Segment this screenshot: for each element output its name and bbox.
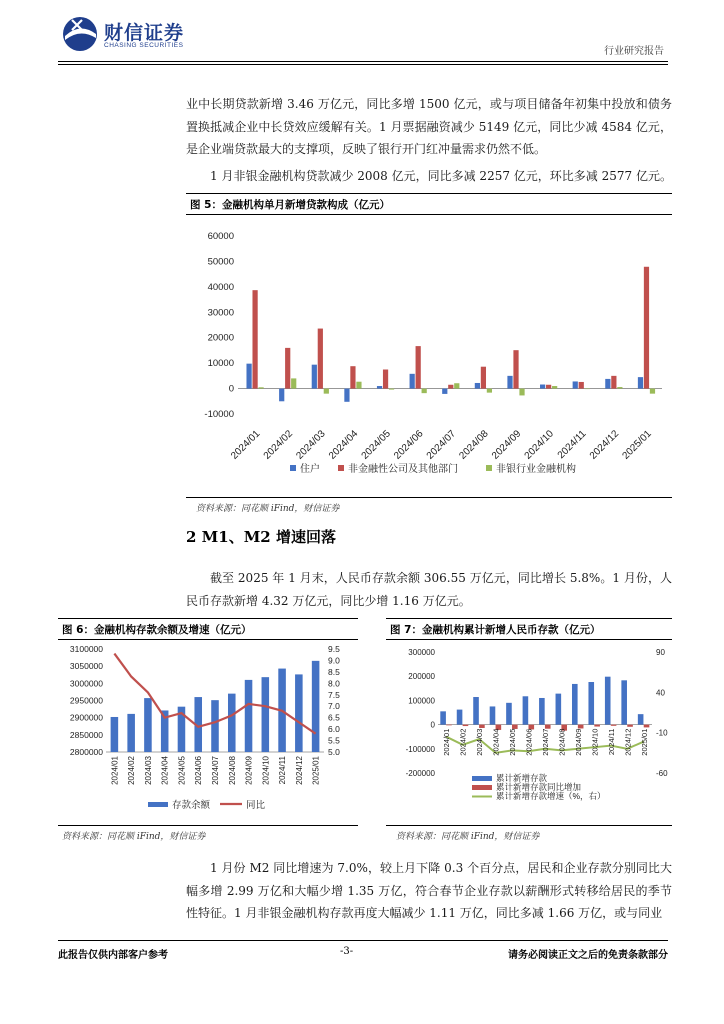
fig6-ytick-right-0: 9.5 [328,644,340,654]
fig7-ytick-right-1: 40 [656,688,665,698]
footer-rule [58,940,668,941]
fig6-bar-0 [111,717,119,752]
fig5-bar-s0-3 [344,389,349,402]
fig5-ytick-4: 20000 [207,332,234,344]
fig7-ytick-left-5: -200000 [405,769,435,778]
fig5-xtick-2: 2024/03 [294,428,328,462]
fig5-ytick-5: 10000 [207,358,234,370]
fig6-title: 图 6：金融机构存款余额及增速（亿元） [62,624,252,636]
fig5-bar-s2-12 [650,389,655,394]
fig5-ytick-6: 0 [228,383,234,395]
fig5-bar-s1-12 [644,267,649,389]
fig5-ytick-0: 60000 [207,231,234,242]
fig5-xtick-6: 2024/07 [424,428,459,462]
fig6-bar-12 [312,661,320,752]
fig5-xtick-12: 2025/01 [620,428,654,462]
fig5-bar-s0-7 [475,383,480,389]
fig7-xtick-7: 2024/08 [557,728,567,756]
fig5-ytick-1: 50000 [207,256,234,268]
fig6-top-rule [58,618,358,619]
paragraph-loans: 业中长期贷款新增 3.46 万亿元，同比多增 1500 亿元，或与项目储备年初集中投放和债务置换抵减企业中长贷效应缓解有关。1 月票据融资减少 5149 亿元，同比少减 4584 亿元，是企业端贷款最大的支撑项，反映了银行开门红冲量需求仍然不低。 [186,97,672,156]
fig5-bar-s0-9 [540,385,545,389]
fig6-bar-2 [144,698,152,752]
fig7-bar-s0-11 [621,680,627,724]
fig5-bar-s0-11 [605,379,610,389]
fig5-legend-label-2: 非银行业金融机构 [496,464,576,475]
fig5-bar-s0-0 [246,364,251,389]
fig6-xtick-7: 2024/08 [227,756,237,785]
fig5-bar-s0-10 [573,381,578,388]
fig7-source: 资料来源：同花顺 iFind，财信证券 [396,832,540,842]
fig6-bar-8 [245,680,253,752]
fig7-xtick-0: 2024/01 [442,728,452,756]
footer-notice: 请务必阅读正文之后的免责条款部分 [508,950,668,961]
fig7-title-rule [386,639,672,640]
fig5-bar-s2-9 [552,386,557,389]
footer-disclaimer: 此报告仅供内部客户参考 [58,950,168,961]
fig6-ytick-left-4: 2900000 [69,712,103,723]
fig5-bar-s1-3 [350,366,355,388]
paragraph-deposits: 截至 2025 年 1 月末，人民币存款余额 306.55 万亿元，同比增长 5.8%。1 月份，人民币存款新增 4.32 万亿元，同比少增 1.16 万亿元。 [186,571,672,608]
fig5-bar-s2-5 [422,389,427,394]
fig5-bar-s1-7 [481,367,486,389]
fig6-ytick-left-6: 2800000 [69,747,103,757]
fig5-bar-s0-2 [312,365,317,389]
fig5-legend-swatch-0 [290,465,296,471]
fig5-top-rule [186,193,672,194]
fig7-top-rule [386,618,672,619]
fig5-bar-s2-8 [519,389,524,396]
fig6-ytick-left-0: 3100000 [69,644,103,654]
page-number: -3- [340,946,354,957]
fig5-bar-s1-2 [318,329,323,389]
fig6-ytick-right-9: 5.0 [328,747,340,757]
fig5-chart [186,220,672,495]
fig7-chart [386,643,672,823]
fig5-xtick-11: 2024/12 [587,428,622,462]
fig7-legend-label-1: 累计新增存款同比增加 [496,782,582,792]
fig7-xtick-11: 2024/12 [623,728,633,756]
fig6-bottom-rule [58,825,358,826]
fig7-xtick-9: 2024/10 [590,728,600,756]
fig6-source: 资料来源：同花顺 iFind，财信证券 [62,832,206,842]
fig7-bar-s1-6 [545,725,551,729]
fig7-xtick-3: 2024/04 [491,728,501,756]
fig6-xtick-8: 2024/09 [244,756,254,785]
fig6-legend-label-line: 同比 [246,800,266,811]
fig5-bar-s0-12 [638,377,643,388]
fig5-bar-s1-10 [579,382,584,389]
fig7-xtick-12: 2025/01 [639,728,649,756]
fig6-xtick-5: 2024/06 [194,756,204,785]
fig6-ytick-right-6: 6.5 [328,712,340,723]
fig7-bar-s1-8 [578,725,584,729]
fig7-ytick-right-0: 90 [656,648,665,657]
fig6-ytick-left-1: 3050000 [69,661,103,672]
fig6-ytick-left-2: 3000000 [69,678,103,689]
fig6-ytick-right-4: 7.5 [328,689,340,700]
fig6-ytick-right-1: 9.0 [328,655,340,666]
fig6-xtick-1: 2024/02 [127,756,137,785]
fig7-title: 图 7：金融机构累计新增人民币存款（亿元） [390,624,601,636]
header-rule [58,61,668,62]
fig7-bar-s0-0 [440,711,446,724]
fig5-bar-s2-11 [617,387,622,389]
fig5-title: 图 5：金融机构单月新增贷款构成（亿元） [190,199,390,211]
fig7-bar-s0-10 [605,677,611,725]
fig6-bar-7 [228,694,236,752]
fig7-bar-s0-2 [473,697,479,725]
fig5-bar-s0-4 [377,386,382,389]
fig5-xtick-7: 2024/08 [457,428,491,462]
fig5-bar-s1-0 [252,290,257,388]
fig5-legend-swatch-2 [486,465,492,471]
fig6-ytick-right-7: 6.0 [328,724,340,735]
fig5-bar-s0-6 [442,389,447,394]
fig5-bar-s1-11 [611,376,616,389]
fig7-bar-s0-12 [638,714,644,724]
fig5-bar-s2-1 [291,378,296,388]
fig6-title-rule [58,639,358,640]
fig5-bar-s2-6 [454,383,459,388]
fig6-ytick-left-5: 2850000 [69,729,103,740]
fig5-bar-s1-1 [285,348,290,389]
fig7-bar-s0-5 [523,696,529,724]
fig7-bar-s0-9 [588,682,594,725]
fig7-bar-s0-1 [457,710,463,725]
fig5-ytick-2: 40000 [207,281,234,293]
company-name-en: CHASING SECURITIES [104,42,184,49]
fig5-bar-s2-7 [487,389,492,393]
fig5-bar-s2-0 [258,387,263,388]
fig5-bottom-rule [186,497,672,498]
fig5-xtick-3: 2024/04 [326,428,361,462]
fig6-xtick-6: 2024/07 [211,756,220,785]
header-rule-thin [58,64,668,65]
fig7-xtick-1: 2024/02 [458,728,468,756]
report-type: 行业研究报告 [604,46,664,57]
paragraph-nonbank-loans: 1 月非银金融机构贷款减少 2008 亿元，同比多减 2257 亿元，环比多减 2577 亿元。 [210,169,672,183]
fig5-ytick-3: 30000 [207,307,234,319]
fig6-xtick-9: 2024/10 [261,756,271,785]
fig5-legend-label-1: 非金融性公司及其他部门 [348,464,458,475]
fig7-bar-s1-11 [627,725,633,727]
fig7-bar-s1-4 [512,725,518,729]
fig6-bar-1 [127,714,135,752]
fig5-xtick-10: 2024/11 [555,428,589,462]
fig6-bar-6 [211,700,219,752]
fig7-xtick-8: 2024/09 [573,728,583,756]
fig6-xtick-2: 2024/03 [143,756,153,785]
fig7-xtick-4: 2024/05 [508,728,518,756]
fig5-bar-s2-2 [324,389,329,394]
fig5-source: 资料来源：同花顺 iFind，财信证券 [196,504,340,514]
fig6-xtick-11: 2024/12 [294,756,304,785]
fig7-ytick-left-2: 100000 [408,696,435,706]
fig5-legend-label-0: 住户 [300,464,320,475]
fig5-ytick-7: -10000 [204,409,234,420]
fig7-legend-swatch-1 [472,785,492,790]
fig6-xtick-0: 2024/01 [110,756,120,785]
fig7-bar-s0-8 [572,684,578,725]
fig6-xtick-12: 2025/01 [311,756,321,785]
fig5-xtick-4: 2024/05 [359,428,393,462]
fig7-ytick-left-1: 200000 [408,672,435,682]
fig7-bar-s1-2 [479,725,485,728]
fig7-ytick-left-3: 0 [430,720,435,730]
fig6-bar-11 [295,674,303,752]
company-name: 财信证券 [104,22,185,44]
fig6-ytick-right-8: 5.5 [328,735,340,746]
fig7-xtick-5: 2024/06 [524,728,534,756]
fig7-bottom-rule [386,825,672,826]
fig6-ytick-left-3: 2950000 [69,695,103,706]
fig5-title-rule [186,214,672,215]
fig7-xtick-2: 2024/03 [475,728,485,756]
fig5-bar-s2-10 [585,389,590,390]
fig5-bar-s1-4 [383,370,388,389]
fig7-bar-s0-3 [490,706,496,724]
fig7-bar-s0-7 [556,694,562,725]
fig7-bar-s1-12 [644,725,650,728]
fig6-ytick-right-2: 8.5 [328,666,340,677]
fig5-bar-s2-3 [356,382,361,389]
fig6-legend-label-bars: 存款余额 [172,800,211,811]
section-title: 2 M1、M2 增速回落 [186,528,336,546]
fig7-ytick-right-3: -60 [656,769,668,778]
fig7-bar-s0-6 [539,698,545,725]
fig5-bar-s1-6 [448,385,453,389]
fig7-xtick-6: 2024/07 [541,728,550,756]
fig5-bar-s0-5 [410,374,415,389]
fig7-bar-s0-4 [506,703,512,725]
fig5-xtick-9: 2024/10 [522,428,556,462]
fig5-xtick-0: 2024/01 [229,428,263,462]
fig5-bar-s0-8 [507,376,512,389]
fig5-xtick-8: 2024/09 [490,428,524,462]
fig6-xtick-3: 2024/04 [160,756,170,785]
fig7-bar-s1-1 [463,725,469,726]
fig5-bar-s1-8 [513,350,518,388]
fig7-ytick-left-0: 300000 [408,648,435,657]
fig5-bar-s1-5 [416,346,421,388]
fig6-xtick-4: 2024/05 [177,756,187,785]
fig6-xtick-10: 2024/11 [278,756,288,785]
fig7-ytick-left-4: -100000 [405,744,435,754]
fig7-xtick-10: 2024/11 [606,728,616,756]
fig6-legend-swatch-bars [148,802,168,807]
fig7-legend-label-0: 累计新增存款 [496,773,548,783]
fig6-ytick-right-3: 8.0 [328,678,340,689]
fig6-bar-9 [262,677,270,752]
fig5-bar-s1-9 [546,385,551,389]
fig6-chart [58,643,358,823]
paragraph-m2: 1 月份 M2 同比增速为 7.0%，较上月下降 0.3 个百分点，居民和企业存款分别同比大幅多增 2.99 万亿和大幅少增 1.35 万亿，符合春节企业存款以薪酬形式转移给居民的季节性特征。1 月非银金融机构存款再度大幅减少 1.11 万亿，同比多减 1.66 万亿，或与同业 [186,861,672,920]
fig7-bar-s1-0 [446,725,452,726]
fig7-bar-s1-9 [594,725,600,727]
fig7-legend-label-2: 累计新增存款增速（%，右） [496,791,606,801]
fig5-legend-swatch-1 [338,465,344,471]
fig5-bar-s2-4 [389,389,394,390]
fig7-legend-swatch-0 [472,776,492,781]
fig7-bar-s1-10 [611,725,617,726]
fig6-ytick-right-5: 7.0 [328,701,340,712]
fig7-ytick-right-2: -10 [656,728,668,738]
fig5-bar-s0-1 [279,389,284,402]
fig5-xtick-1: 2024/02 [261,428,296,462]
fig5-xtick-5: 2024/06 [392,428,426,462]
